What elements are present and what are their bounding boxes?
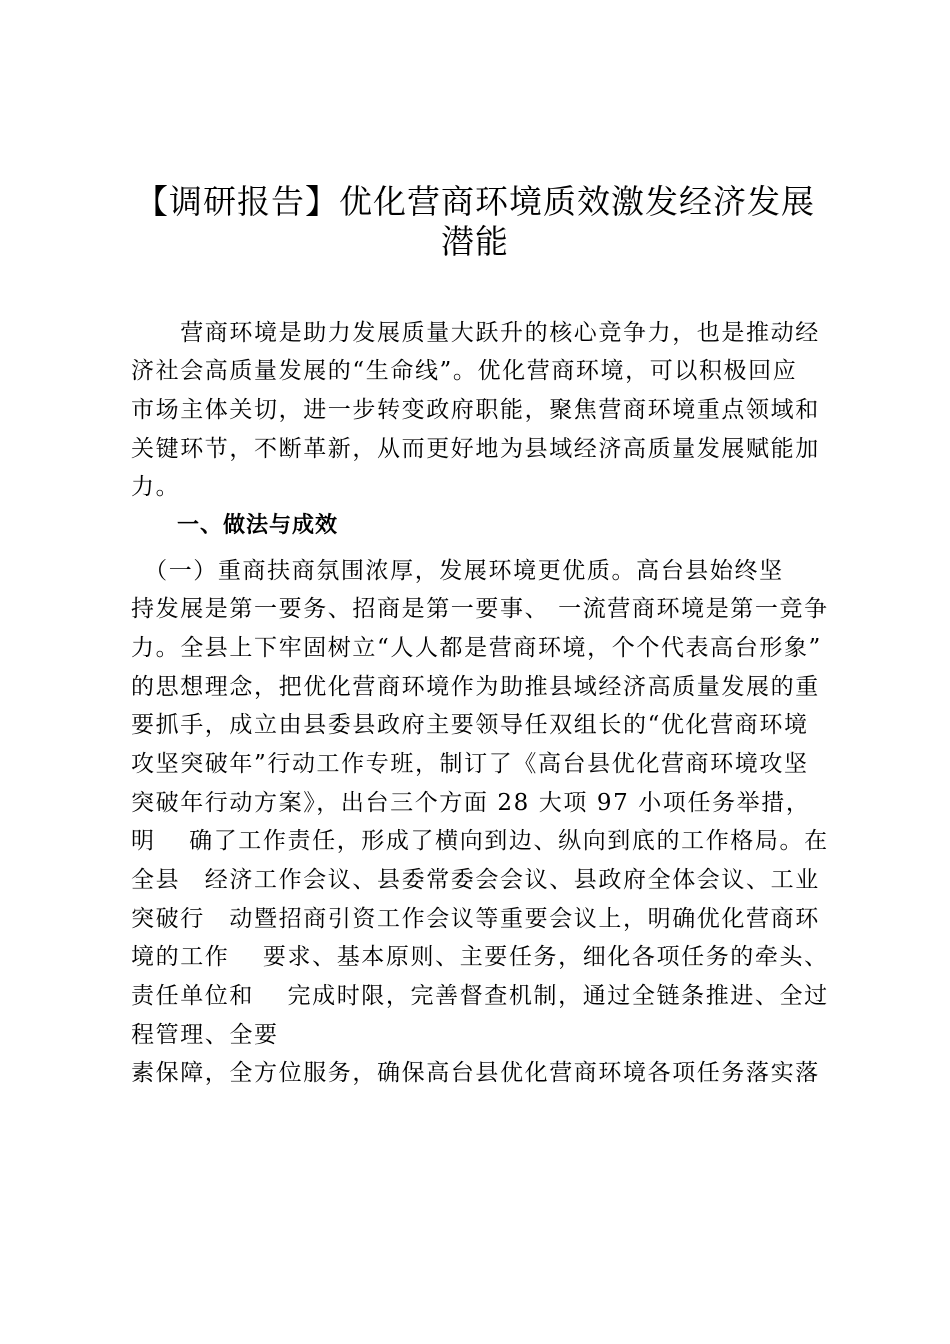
body-paragraph-line: 突破行 动暨招商引资工作会议等重要会议上，明确优化营商环 — [131, 906, 820, 932]
intro-paragraph-line: 营商环境是助力发展质量大跃升的核心竞争力，也是推动经 — [131, 320, 820, 346]
intro-paragraph-line: 关键环节，不断革新，从而更好地为县域经济高质量发展赋能加 — [131, 436, 820, 462]
intro-paragraph-line: 市场主体关切，进一步转变政府职能，聚焦营商环境重点领域和 — [131, 397, 820, 423]
body-paragraph-line: 责任单位和 完成时限，完善督查机制，通过全链条推进、全过 — [131, 983, 829, 1009]
body-paragraph-line: 全县 经济工作会议、县委常委会会议、县政府全体会议、工业 — [131, 867, 820, 893]
body-paragraph-line: 攻坚突破年”行动工作专班，制订了《高台县优化营商环境攻坚 — [131, 751, 809, 777]
body-paragraph-line: 持发展是第一要务、招商是第一要事、 一流营商环境是第一竞争 — [131, 596, 829, 622]
body-paragraph-line: 的思想理念，把优化营商环境作为助推县域经济高质量发展的重 — [131, 674, 820, 700]
intro-paragraph-line: 济社会高质量发展的“生命线”。优化营商环境，可以积极回应 — [131, 358, 798, 384]
body-paragraph-line: 力。全县上下牢固树立“人人都是营商环境，个个代表高台形象” — [131, 635, 822, 661]
body-paragraph-line: 突破年行动方案》，出台三个方面 28 大项 97 小项任务举措， — [131, 790, 811, 816]
body-paragraph-line: 境的工作 要求、基本原则、主要任务，细化各项任务的牵头、 — [131, 944, 829, 970]
body-paragraph-line: 素保障，全方位服务，确保高台县优化营商环境各项任务落实落 — [131, 1060, 820, 1086]
document-title-line-1: 【调研报告】优化营商环境质效激发经济发展 — [135, 182, 815, 221]
section-heading: 一、做法与成效 — [177, 513, 339, 538]
body-paragraph-line: 要抓手，成立由县委县政府主要领导任双组长的“优化营商环境 — [131, 712, 809, 738]
document-title-line-2: 潜能 — [441, 222, 509, 261]
intro-paragraph-line: 力。 — [131, 474, 181, 500]
body-paragraph-line: 程管理、全要 — [131, 1022, 279, 1048]
body-paragraph-line: （一）重商扶商氛围浓厚，发展环境更优质。高台县始终坚 — [131, 558, 784, 584]
body-paragraph-line: 明 确了工作责任，形成了横向到边、纵向到底的工作格局。在 — [131, 828, 829, 854]
